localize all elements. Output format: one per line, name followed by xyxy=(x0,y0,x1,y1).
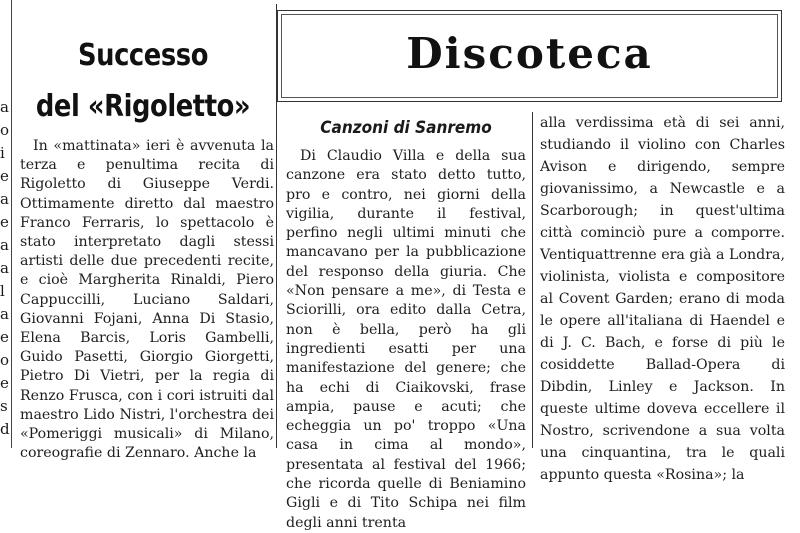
sanremo-body xyxy=(286,147,526,533)
left-edge-letter: a xyxy=(0,98,9,116)
left-edge-letter: e xyxy=(0,374,9,392)
left-edge-letter: e xyxy=(0,328,9,346)
left-edge-letter: a xyxy=(0,305,9,323)
sanremo-article xyxy=(286,118,526,533)
rigoletto-body xyxy=(20,137,274,463)
rigoletto-headline-line1: Successo xyxy=(77,38,209,73)
left-edge-letter: o xyxy=(0,121,10,139)
left-edge-rule xyxy=(11,0,12,448)
discoteca-banner xyxy=(277,10,782,102)
left-edge-letter: l xyxy=(0,282,5,300)
left-edge-letter: e xyxy=(0,213,9,231)
left-edge-letter: a xyxy=(0,259,9,277)
rosina-article xyxy=(540,112,785,486)
column-rule xyxy=(532,112,533,448)
left-edge-column-fragment xyxy=(0,0,12,448)
rosina-paragraph: alla verdissima età di sei anni, studiando il violino con Charles Avison e dirigendo, sempre giovanissimo, a Newcastle e a Scarborough; in quest'ultima città cominciò pure a comporre. Ventiquattrenne era già a Londra, violinista, violista e compositore al Covent Garden; erano di moda le opere all'italiana di Haendel e di J. C. Bach, e forse di più le cosiddette Ballad-Opera di Dibdin, Linley e Jackson. In queste ultime doveva eccellere il Nostro, scrivendone a sua volta una cinquantina, tra le quali appunto questa «Rosina»; la xyxy=(540,115,785,483)
sanremo-paragraph: Di Claudio Villa e della sua canzone era stato detto tutto, pro e contro, nei giorni della vigilia, durante il festival, perfino negli ultimi minuti che mancavano per la pubblicazione del responso della giuria. Che «Non pensare a me», di Testa e Sciorilli, ora edito dalla Cetra, non è bella, però ha gli ingredienti esatti per una manifestazione del genere; che ha echi di Ciaikovski, frase ampia, pause e acuti; che echeggia un po' troppo «Una casa in cima al mondo», presentata al festival del 1966; che ricorda quelle di Beniamino Gigli e di Tito Schipa nei film degli anni trenta xyxy=(286,148,526,531)
banner-title: Discoteca xyxy=(406,29,653,78)
rigoletto-paragraph: In «mattinata» ieri è avvenuta la terza e penultima recita di Rigoletto di Giuseppe Verdi. Ottimamente diretto dal maestro Franco Ferraris, lo spettacolo è stato interpretato dagli stessi artisti delle due precedenti recite, e cioè Margherita Rinaldi, Piero Cappuccilli, Luciano Saldari, Giovanni Fojani, Anna Di Stasio, Elena Barcis, Loris Gambelli, Guido Pasetti, Giorgio Giorgetti, Pietro Di Vietri, per la regia di Renzo Frusca, con i cori istruiti dal maestro Lido Nistri, l'orchestra dei «Pomeriggi musicali» di Milano, coreografie di Zennaro. Anche la xyxy=(20,138,274,462)
sanremo-headline: Canzoni di Sanremo xyxy=(320,118,492,138)
left-edge-letter: e xyxy=(0,167,9,185)
left-edge-letter: o xyxy=(0,351,10,369)
left-edge-letter: a xyxy=(0,190,9,208)
rigoletto-article xyxy=(14,0,274,462)
left-edge-letter: d xyxy=(0,420,10,438)
left-edge-letter: a xyxy=(0,236,9,254)
left-edge-letter: i xyxy=(0,144,5,162)
left-edge-letter: s xyxy=(0,397,8,415)
rigoletto-headline-line2: del «Rigoletto» xyxy=(35,89,251,124)
